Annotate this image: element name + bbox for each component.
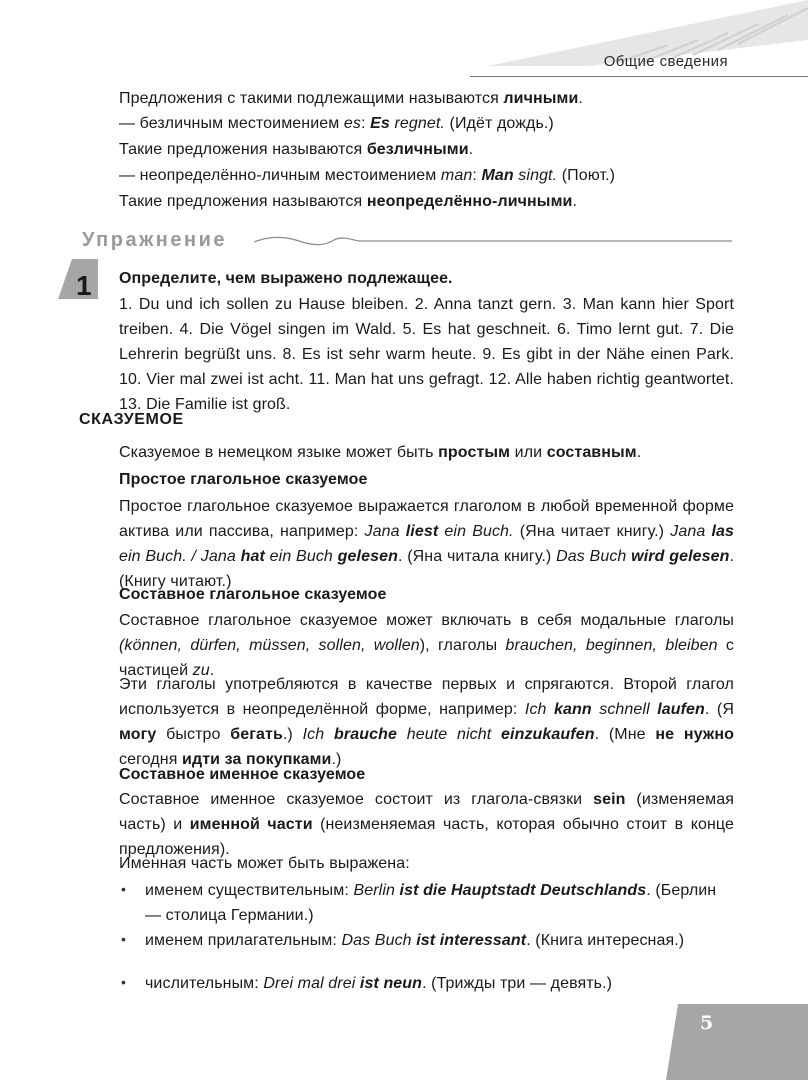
exercise-divider xyxy=(254,232,734,248)
subheading: Составное именное сказуемое xyxy=(119,766,366,783)
text-line: Предложения с такими подлежащими называются личными. xyxy=(119,90,583,107)
page-number: 5 xyxy=(700,1012,714,1034)
paragraph: Эти глаголы употребляются в качестве первых и спрягаются. Второй глагол используется в неопределённой форме, например: Ich kann schnell laufen. (Я могу быстро бегать.) Ich brauche heute nicht einzukaufen. (Мне не нужно сегодня идти за покупками.) xyxy=(119,676,734,768)
paragraph: Простое глагольное сказуемое выражается глаголом в любой временной форме актива или пассива, например: Jana liest ein Buch. (Яна читает книгу.) Jana las ein Buch. / Jana hat ein Buch gelesen. (Яна читала книгу.) Das Buch wird gelesen. (Книгу читают.) xyxy=(119,498,735,590)
paragraph: Составное именное сказуемое состоит из глагола-связки sein (изменяемая часть) и именной части (неизменяемая часть, которая обычно стоит в конце предложения). xyxy=(119,791,734,858)
bullet-marker: • xyxy=(121,881,126,897)
exercise-task: Определите, чем выражено подлежащее. xyxy=(119,270,453,287)
exercise-label: Упражнение xyxy=(82,229,227,251)
subheading: Простое глагольное сказуемое xyxy=(119,471,368,488)
text-line: Такие предложения называются неопределённо-личными. xyxy=(119,193,577,210)
list-item: именем прилагательным: Das Buch ist interessant. (Книга интересная.) xyxy=(145,932,685,949)
paragraph: Сказуемое в немецком языке может быть простым или составным. xyxy=(119,444,642,461)
exercise-text: 1. Du und ich sollen zu Hause bleiben. 2. Anna tanzt gern. 3. Man kann hier Sport treiben. 4. Die Vögel singen im Wald. 5. Es hat geschneit. 6. Timo lernt gut. 7. Die Lehrerin begrüßt uns. 8. Es ist sehr warm heute. 9. Es gibt in der Nähe einen Park. 10. Vier mal zwei ist acht. 11. Man hat uns gefragt. 12. Alle haben richtig geantwortet. 13. Die Familie ist groß. xyxy=(119,296,734,413)
list-item: числительным: Drei mal drei ist neun. (Трижды три — девять.) xyxy=(145,975,613,992)
page-number-badge xyxy=(666,1004,808,1080)
paragraph: Составное глагольное сказуемое может включать в себя модальные глаголы (können, dürfen, müssen, sollen, wollen), глаголы brauchen, beginnen, bleiben с частицей zu. xyxy=(119,612,734,679)
list-item: именем существительным: Berlin ist die Hauptstadt Deutschlands. (Берлин — столица Германии.) xyxy=(145,882,717,924)
section-heading: СКАЗУЕМОЕ xyxy=(79,411,184,428)
header-rule xyxy=(470,76,808,77)
bullet-marker: • xyxy=(121,931,126,947)
text-line: — неопределённо-личным местоимением man: Man singt. (Поют.) xyxy=(119,167,616,184)
text-line: — безличным местоимением es: Es regnet. (Идёт дождь.) xyxy=(119,115,554,132)
text-line: Такие предложения называются безличными. xyxy=(119,141,474,158)
subheading: Составное глагольное сказуемое xyxy=(119,586,387,603)
running-header: Общие сведения xyxy=(603,53,728,70)
paragraph: Именная часть может быть выражена: xyxy=(119,855,410,872)
exercise-number: 1 xyxy=(76,270,92,301)
bullet-marker: • xyxy=(121,974,126,990)
